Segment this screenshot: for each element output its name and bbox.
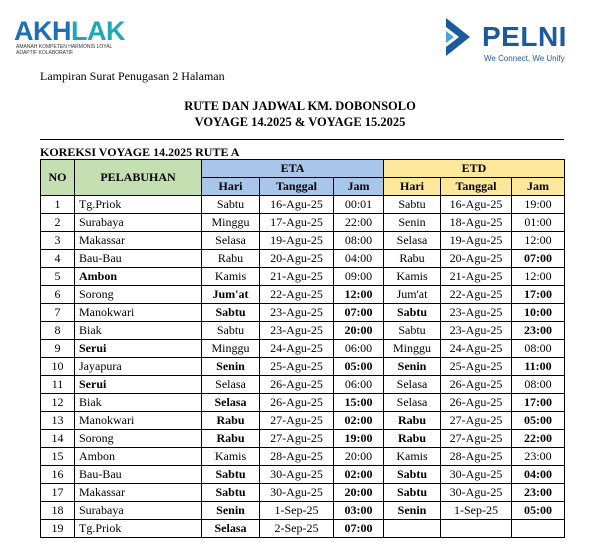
row-eta-hari: Senin bbox=[202, 502, 260, 520]
row-eta-jam: 15:00 bbox=[334, 394, 384, 412]
row-eta-hari: Rabu bbox=[202, 250, 260, 268]
row-eta-hari: Selasa bbox=[202, 232, 260, 250]
row-etd-tanggal: 26-Agu-25 bbox=[441, 394, 512, 412]
row-no: 14 bbox=[41, 430, 75, 448]
row-eta-tanggal: 2-Sep-25 bbox=[260, 520, 334, 538]
row-eta-tanggal: 30-Agu-25 bbox=[260, 484, 334, 502]
row-eta-jam: 22:00 bbox=[334, 214, 384, 232]
row-etd-hari: Sabtu bbox=[384, 304, 441, 322]
row-etd-jam: 23:00 bbox=[512, 484, 565, 502]
row-pelabuhan: Jayapura bbox=[75, 358, 202, 376]
row-eta-hari: Rabu bbox=[202, 412, 260, 430]
header-eta-jam: Jam bbox=[334, 178, 384, 196]
row-no: 16 bbox=[41, 466, 75, 484]
section-title: KOREKSI VOYAGE 14.2025 RUTE A bbox=[40, 145, 240, 159]
table-row bbox=[41, 250, 565, 268]
row-etd-hari: Rabu bbox=[384, 412, 441, 430]
row-etd-jam: 22:00 bbox=[512, 430, 565, 448]
table-row bbox=[41, 412, 565, 430]
row-etd-hari bbox=[384, 520, 441, 538]
row-etd-hari: Rabu bbox=[384, 250, 441, 268]
row-etd-jam: 19:00 bbox=[512, 196, 565, 214]
row-eta-jam: 06:00 bbox=[334, 340, 384, 358]
row-no: 8 bbox=[41, 322, 75, 340]
row-eta-hari: Jum'at bbox=[202, 286, 260, 304]
row-etd-jam: 17:00 bbox=[512, 286, 565, 304]
row-pelabuhan: Sorong bbox=[75, 430, 202, 448]
row-etd-hari: Sabtu bbox=[384, 466, 441, 484]
row-etd-tanggal: 20-Agu-25 bbox=[441, 250, 512, 268]
row-pelabuhan: Serui bbox=[75, 376, 202, 394]
row-etd-tanggal: 28-Agu-25 bbox=[441, 448, 512, 466]
row-eta-jam: 20:00 bbox=[334, 322, 384, 340]
document-title: RUTE DAN JADWAL KM. DOBONSOLO bbox=[184, 99, 416, 113]
row-eta-jam: 05:00 bbox=[334, 358, 384, 376]
row-no: 13 bbox=[41, 412, 75, 430]
row-no: 1 bbox=[41, 196, 75, 214]
row-etd-jam: 08:00 bbox=[512, 376, 565, 394]
row-etd-tanggal: 25-Agu-25 bbox=[441, 358, 512, 376]
row-eta-tanggal: 16-Agu-25 bbox=[260, 196, 334, 214]
row-etd-tanggal: 18-Agu-25 bbox=[441, 214, 512, 232]
row-eta-tanggal: 27-Agu-25 bbox=[260, 412, 334, 430]
row-etd-jam: 01:00 bbox=[512, 214, 565, 232]
table-row bbox=[41, 520, 565, 538]
row-etd-jam: 05:00 bbox=[512, 412, 565, 430]
row-eta-hari: Kamis bbox=[202, 448, 260, 466]
row-no: 6 bbox=[41, 286, 75, 304]
row-no: 9 bbox=[41, 340, 75, 358]
row-etd-jam: 04:00 bbox=[512, 466, 565, 484]
row-etd-jam: 08:00 bbox=[512, 340, 565, 358]
row-eta-tanggal: 26-Agu-25 bbox=[260, 394, 334, 412]
row-eta-jam: 07:00 bbox=[334, 520, 384, 538]
header-etd-jam: Jam bbox=[512, 178, 565, 196]
row-etd-tanggal: 27-Agu-25 bbox=[441, 412, 512, 430]
row-pelabuhan: Ambon bbox=[75, 448, 202, 466]
table-row bbox=[41, 448, 565, 466]
row-eta-jam: 06:00 bbox=[334, 376, 384, 394]
row-etd-tanggal: 23-Agu-25 bbox=[441, 322, 512, 340]
row-no: 12 bbox=[41, 394, 75, 412]
row-pelabuhan: Bau-Bau bbox=[75, 466, 202, 484]
row-etd-hari: Kamis bbox=[384, 268, 441, 286]
row-no: 11 bbox=[41, 376, 75, 394]
row-etd-tanggal: 30-Agu-25 bbox=[441, 466, 512, 484]
row-eta-hari: Sabtu bbox=[202, 466, 260, 484]
row-eta-tanggal: 19-Agu-25 bbox=[260, 232, 334, 250]
row-pelabuhan: Makassar bbox=[75, 484, 202, 502]
table-row bbox=[41, 268, 565, 286]
row-no: 3 bbox=[41, 232, 75, 250]
row-eta-jam: 03:00 bbox=[334, 502, 384, 520]
row-etd-tanggal: 27-Agu-25 bbox=[441, 430, 512, 448]
header-etd-hari: Hari bbox=[384, 178, 441, 196]
row-pelabuhan: Biak bbox=[75, 322, 202, 340]
row-eta-jam: 12:00 bbox=[334, 286, 384, 304]
table-row bbox=[41, 430, 565, 448]
row-eta-hari: Sabtu bbox=[202, 304, 260, 322]
lampiran-text: Lampiran Surat Penugasan 2 Halaman bbox=[40, 69, 225, 83]
row-eta-tanggal: 1-Sep-25 bbox=[260, 502, 334, 520]
schedule-table bbox=[40, 159, 565, 538]
row-etd-tanggal: 19-Agu-25 bbox=[441, 232, 512, 250]
row-eta-hari: Senin bbox=[202, 358, 260, 376]
document-subtitle: VOYAGE 14.2025 & VOYAGE 15.2025 bbox=[194, 115, 406, 129]
row-pelabuhan: Tg.Priok bbox=[75, 520, 202, 538]
row-pelabuhan: Serui bbox=[75, 340, 202, 358]
row-etd-tanggal bbox=[441, 520, 512, 538]
row-eta-hari: Rabu bbox=[202, 430, 260, 448]
akhlak-subtitle: AMANAH KOMPETEN HARMONIS LOYAL ADAPTIF KOLABORATIF bbox=[16, 44, 113, 56]
row-eta-jam: 07:00 bbox=[334, 304, 384, 322]
header-eta-tanggal: Tanggal bbox=[260, 178, 334, 196]
row-no: 7 bbox=[41, 304, 75, 322]
row-eta-hari: Selasa bbox=[202, 376, 260, 394]
row-eta-tanggal: 23-Agu-25 bbox=[260, 304, 334, 322]
row-no: 15 bbox=[41, 448, 75, 466]
row-eta-tanggal: 28-Agu-25 bbox=[260, 448, 334, 466]
row-etd-hari: Selasa bbox=[384, 232, 441, 250]
row-etd-hari: Sabtu bbox=[384, 484, 441, 502]
table-row bbox=[41, 502, 565, 520]
row-etd-tanggal: 23-Agu-25 bbox=[441, 304, 512, 322]
row-etd-hari: Minggu bbox=[384, 340, 441, 358]
row-etd-tanggal: 22-Agu-25 bbox=[441, 286, 512, 304]
row-eta-jam: 04:00 bbox=[334, 250, 384, 268]
row-etd-jam bbox=[512, 520, 565, 538]
row-etd-tanggal: 1-Sep-25 bbox=[441, 502, 512, 520]
row-pelabuhan: Manokwari bbox=[75, 304, 202, 322]
divider bbox=[40, 139, 564, 140]
row-eta-jam: 19:00 bbox=[334, 430, 384, 448]
row-eta-tanggal: 23-Agu-25 bbox=[260, 322, 334, 340]
row-eta-hari: Sabtu bbox=[202, 196, 260, 214]
row-eta-jam: 02:00 bbox=[334, 412, 384, 430]
row-no: 4 bbox=[41, 250, 75, 268]
pelni-logo-text: PELNI bbox=[482, 21, 567, 52]
row-pelabuhan: Ambon bbox=[75, 268, 202, 286]
row-eta-hari: Minggu bbox=[202, 340, 260, 358]
row-etd-jam: 05:00 bbox=[512, 502, 565, 520]
row-etd-jam: 23:00 bbox=[512, 448, 565, 466]
row-etd-hari: Jum'at bbox=[384, 286, 441, 304]
table-row bbox=[41, 358, 565, 376]
row-eta-hari: Minggu bbox=[202, 214, 260, 232]
row-eta-hari: Kamis bbox=[202, 268, 260, 286]
row-no: 2 bbox=[41, 214, 75, 232]
row-etd-jam: 17:00 bbox=[512, 394, 565, 412]
row-etd-hari: Sabtu bbox=[384, 322, 441, 340]
header-etd-tanggal: Tanggal bbox=[441, 178, 512, 196]
row-eta-jam: 20:00 bbox=[334, 484, 384, 502]
row-eta-jam: 08:00 bbox=[334, 232, 384, 250]
row-no: 10 bbox=[41, 358, 75, 376]
row-etd-hari: Senin bbox=[384, 502, 441, 520]
row-etd-tanggal: 21-Agu-25 bbox=[441, 268, 512, 286]
row-eta-tanggal: 21-Agu-25 bbox=[260, 268, 334, 286]
row-etd-tanggal: 16-Agu-25 bbox=[441, 196, 512, 214]
row-eta-jam: 00:01 bbox=[334, 196, 384, 214]
table-row bbox=[41, 232, 565, 250]
row-etd-tanggal: 24-Agu-25 bbox=[441, 340, 512, 358]
row-eta-jam: 02:00 bbox=[334, 466, 384, 484]
schedule-body bbox=[41, 196, 565, 538]
row-no: 5 bbox=[41, 268, 75, 286]
row-eta-tanggal: 27-Agu-25 bbox=[260, 430, 334, 448]
row-eta-tanggal: 17-Agu-25 bbox=[260, 214, 334, 232]
row-no: 19 bbox=[41, 520, 75, 538]
row-etd-tanggal: 30-Agu-25 bbox=[441, 484, 512, 502]
row-etd-jam: 10:00 bbox=[512, 304, 565, 322]
row-eta-hari: Selasa bbox=[202, 394, 260, 412]
row-pelabuhan: Bau-Bau bbox=[75, 250, 202, 268]
row-etd-hari: Selasa bbox=[384, 376, 441, 394]
table-row bbox=[41, 484, 565, 502]
header-eta-hari: Hari bbox=[202, 178, 260, 196]
table-row bbox=[41, 214, 565, 232]
table-row bbox=[41, 376, 565, 394]
row-pelabuhan: Sorong bbox=[75, 286, 202, 304]
table-row bbox=[41, 304, 565, 322]
header-etd: ETD bbox=[384, 160, 565, 178]
row-pelabuhan: Biak bbox=[75, 394, 202, 412]
row-pelabuhan: Tg.Priok bbox=[75, 196, 202, 214]
row-eta-jam: 20:00 bbox=[334, 448, 384, 466]
row-eta-jam: 09:00 bbox=[334, 268, 384, 286]
table-row bbox=[41, 394, 565, 412]
pelni-tagline: We Connect, We Unify bbox=[484, 54, 565, 63]
table-row bbox=[41, 322, 565, 340]
row-pelabuhan: Surabaya bbox=[75, 214, 202, 232]
row-pelabuhan: Manokwari bbox=[75, 412, 202, 430]
row-eta-tanggal: 20-Agu-25 bbox=[260, 250, 334, 268]
row-etd-tanggal: 26-Agu-25 bbox=[441, 376, 512, 394]
row-etd-jam: 12:00 bbox=[512, 232, 565, 250]
row-eta-tanggal: 24-Agu-25 bbox=[260, 340, 334, 358]
row-etd-hari: Selasa bbox=[384, 394, 441, 412]
row-etd-jam: 12:00 bbox=[512, 268, 565, 286]
row-eta-tanggal: 22-Agu-25 bbox=[260, 286, 334, 304]
row-etd-jam: 07:00 bbox=[512, 250, 565, 268]
row-no: 17 bbox=[41, 484, 75, 502]
row-eta-hari: Sabtu bbox=[202, 484, 260, 502]
row-eta-hari: Selasa bbox=[202, 520, 260, 538]
table-row bbox=[41, 196, 565, 214]
row-etd-jam: 11:00 bbox=[512, 358, 565, 376]
header-no: NO bbox=[41, 160, 75, 196]
akhlak-logo: AKHLAK bbox=[14, 16, 125, 46]
row-etd-hari: Kamis bbox=[384, 448, 441, 466]
header-pelabuhan: PELABUHAN bbox=[75, 160, 202, 196]
table-row bbox=[41, 286, 565, 304]
row-eta-tanggal: 26-Agu-25 bbox=[260, 376, 334, 394]
table-row bbox=[41, 340, 565, 358]
row-eta-hari: Sabtu bbox=[202, 322, 260, 340]
row-eta-tanggal: 25-Agu-25 bbox=[260, 358, 334, 376]
row-no: 18 bbox=[41, 502, 75, 520]
row-etd-hari: Rabu bbox=[384, 430, 441, 448]
row-etd-hari: Senin bbox=[384, 358, 441, 376]
row-etd-jam: 23:00 bbox=[512, 322, 565, 340]
row-etd-hari: Senin bbox=[384, 214, 441, 232]
table-row bbox=[41, 466, 565, 484]
row-etd-hari: Sabtu bbox=[384, 196, 441, 214]
row-pelabuhan: Surabaya bbox=[75, 502, 202, 520]
row-eta-tanggal: 30-Agu-25 bbox=[260, 466, 334, 484]
header-eta: ETA bbox=[202, 160, 384, 178]
row-pelabuhan: Makassar bbox=[75, 232, 202, 250]
pelni-emblem-icon bbox=[444, 16, 474, 63]
